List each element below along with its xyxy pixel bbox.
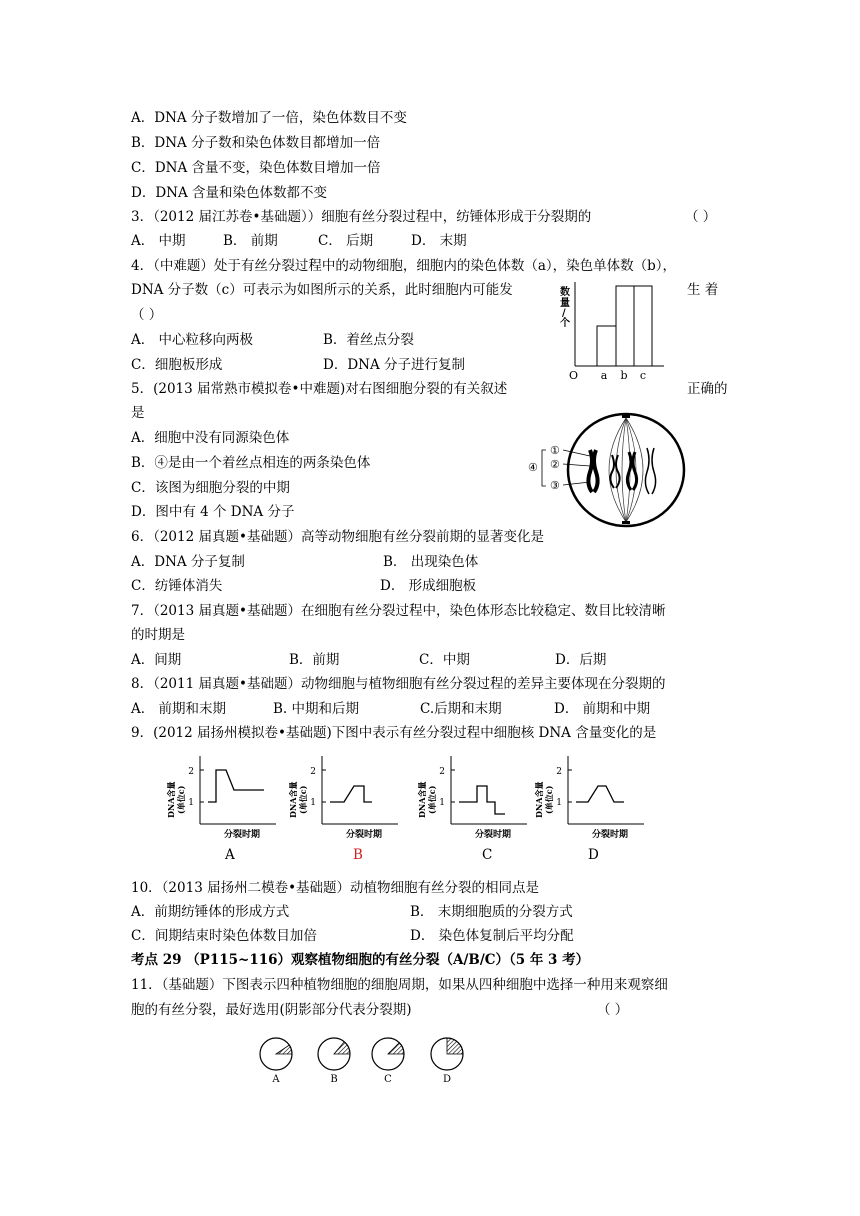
tick-2: 2 [310, 767, 316, 777]
q4-bar-chart [560, 280, 670, 385]
graph-b [286, 748, 404, 838]
tick-1: 1 [310, 798, 316, 808]
q8-stem: 8．（2011 届真题•基础题）动物细胞与植物细胞有丝分裂过程的差异主要体现在分裂期的 [131, 676, 666, 692]
cell-outline [568, 414, 684, 526]
chart-ylabel-4: 个 [560, 318, 570, 329]
circle-c [372, 1038, 404, 1070]
circle-label-b: B [330, 1074, 338, 1085]
chart-ylabel-2: 量 [560, 298, 570, 309]
q5-option-a: A．细胞中没有同源染色体 [131, 430, 290, 446]
q6-option-a: A．DNA 分子复制 [131, 554, 245, 570]
tick-1: 1 [439, 798, 445, 808]
pointer-3 [563, 482, 590, 485]
q5-cell-diagram [522, 410, 682, 530]
circle-label-d: D [442, 1074, 452, 1085]
tick-2: 2 [556, 767, 562, 777]
q5-option-b: B．④是由一个着丝点相连的两条染色体 [131, 455, 371, 471]
q5-stem-line1: 5．(2013 届常熟市模拟卷•中难题)对右图细胞分裂的有关叙述 [131, 381, 508, 397]
q2-option-b: B．DNA 分子数和染色体数目都增加一倍 [131, 135, 381, 151]
q11-stem-line2: 胞的有丝分裂，最好选用(阴影部分代表分裂期) [131, 1002, 412, 1018]
ylabel-unit: (单位c) [298, 785, 308, 814]
graph-a [164, 748, 282, 838]
dna-line [330, 786, 372, 802]
q4-option-d: D．DNA 分子进行复制 [323, 357, 466, 373]
xlabel: 分裂时期 [475, 830, 512, 840]
bracket-4 [542, 450, 546, 486]
q6-option-d: D． 形成细胞板 [380, 578, 477, 594]
tick-2: 2 [439, 767, 445, 777]
q6-option-b: B． 出现染色体 [383, 554, 479, 570]
q3-option-c: C． 后期 [318, 233, 374, 249]
q5-stem-line1-end: 正确的 [687, 381, 728, 397]
q11-cell-cycle-circles [258, 1036, 488, 1086]
q8-option-b: B. 中期和后期 [273, 701, 360, 717]
q9-label-a: A [225, 847, 235, 863]
q2-option-a: A．DNA 分子数增加了一倍，染色体数目不变 [131, 110, 407, 126]
q2-option-c: C．DNA 含量不变，染色体数目增加一倍 [131, 160, 381, 176]
ylabel-unit: (单位c) [427, 785, 437, 814]
q5-option-c: C．该图为细胞分裂的中期 [131, 480, 290, 496]
circle-b [318, 1038, 350, 1070]
q10-option-d: D． 染色体复制后平均分配 [410, 928, 574, 944]
tick-label-a: a [600, 369, 608, 382]
q7-stem-line2: 的时期是 [131, 627, 185, 643]
xlabel: 分裂时期 [592, 830, 629, 840]
q10-option-a: A．前期纺锤体的形成方式 [131, 904, 290, 920]
tick-label-c: c [639, 369, 647, 382]
chart-ylabel-3: / [562, 308, 566, 319]
q5-option-d: D．图中有 4 个 DNA 分子 [131, 504, 295, 520]
ylabel-unit: (单位c) [544, 785, 554, 814]
xlabel: 分裂时期 [224, 830, 261, 840]
q2-option-d: D．DNA 含量和染色体数都不变 [131, 185, 328, 201]
q10-stem: 10．（2013 届扬州二模卷•基础题）动植物细胞有丝分裂的相同点是 [131, 880, 540, 896]
chromosome-4 [645, 448, 655, 494]
pointer-1 [563, 450, 590, 456]
tick-2: 2 [188, 767, 194, 777]
dna-line [208, 770, 264, 802]
q4-answer-paren: （ ） [131, 307, 163, 323]
q8-option-a: A． 前期和末期 [131, 701, 227, 717]
q7-option-a: A．间期 [131, 652, 182, 668]
centrosome-top [622, 415, 630, 418]
q4-stem-line2: DNA 分子数（c）可表示为如图所示的关系，此时细胞内可能发 [131, 282, 513, 298]
q6-stem: 6．（2012 届真题•基础题）高等动物细胞有丝分裂前期的显著变化是 [131, 529, 544, 545]
dna-line [576, 786, 624, 802]
q9-label-b: B [353, 847, 363, 863]
graph-c [415, 748, 533, 838]
q9-stem: 9．(2012 届扬州模拟卷•基础题)下图中表示有丝分裂过程中细胞核 DNA 含量变化的是 [131, 725, 657, 741]
q10-option-c: C．间期结束时染色体数目加倍 [131, 928, 317, 944]
q3-answer-paren: （ ） [685, 209, 717, 225]
q7-option-d: D．后期 [555, 652, 607, 668]
q4-option-b: B．着丝点分裂 [323, 332, 414, 348]
q11-stem-line1: 11．（基础题）下图表示四种植物细胞的细胞周期，如果从四种细胞中选择一种用来观察细 [131, 977, 668, 993]
q3-option-d: D． 末期 [411, 233, 467, 249]
ylabel-unit: (单位c) [176, 785, 186, 814]
ylabel-dna: DNA含量 [534, 781, 544, 818]
q11-answer-paren: （ ） [597, 1002, 629, 1018]
circle-a [260, 1038, 292, 1070]
chart-ylabel-1: 数 [560, 287, 570, 298]
spindle-fibers [609, 418, 643, 522]
tick-1: 1 [556, 798, 562, 808]
section-title: 考点 29 （P115~116）观察植物细胞的有丝分裂（A/B/C）（5 年 3 考） [131, 952, 590, 968]
label-2: ② [550, 458, 560, 471]
q9-label-c: C [482, 847, 493, 863]
q7-stem-line1: 7．（2013 届真题•基础题）在细胞有丝分裂过程中，染色体形态比较稳定、数目比较清晰 [131, 603, 666, 619]
q7-option-c: C．中期 [419, 652, 470, 668]
label-1: ① [550, 444, 560, 457]
bar-b [616, 286, 634, 366]
q4-stem-line1: 4．（中难题）处于有丝分裂过程中的动物细胞，细胞内的染色体数（a），染色单体数（b）， [131, 258, 677, 274]
q4-option-c: C．细胞板形成 [131, 357, 223, 373]
bar-c [634, 286, 652, 366]
q9-label-d: D [588, 847, 599, 863]
ylabel-dna: DNA含量 [288, 781, 298, 818]
q4-stem-line2-end: 生 着 [687, 282, 719, 298]
tick-1: 1 [188, 798, 194, 808]
xlabel: 分裂时期 [346, 830, 383, 840]
q7-option-b: B．前期 [289, 652, 340, 668]
q8-option-d: D． 前期和中期 [554, 701, 651, 717]
graph-d [532, 748, 650, 838]
chart-origin: O [569, 369, 579, 382]
tick-label-b: b [620, 369, 628, 382]
chromosome-2 [610, 455, 619, 488]
q8-option-c: C.后期和末期 [420, 701, 502, 717]
q3-option-a: A． 中期 [131, 233, 186, 249]
circle-label-a: A [272, 1074, 280, 1085]
bar-a [597, 326, 616, 366]
circle-d [431, 1038, 463, 1070]
label-4: ④ [528, 461, 538, 474]
q3-stem: 3．（2012 届江苏卷•基础题））细胞有丝分裂过程中，纺锤体形成于分裂期的 [131, 209, 592, 225]
q4-option-a: A． 中心粒移向两极 [131, 332, 254, 348]
q3-option-b: B． 前期 [223, 233, 278, 249]
q10-option-b: B． 末期细胞质的分裂方式 [410, 904, 573, 920]
ylabel-dna: DNA含量 [417, 781, 427, 818]
q5-stem-line2: 是 [131, 405, 145, 421]
q6-option-c: C．纺锤体消失 [131, 578, 223, 594]
dna-line [459, 786, 505, 814]
ylabel-dna: DNA含量 [166, 781, 176, 818]
circle-label-c: C [384, 1074, 392, 1085]
label-3: ③ [550, 479, 560, 492]
centrosome-bottom [622, 521, 630, 524]
